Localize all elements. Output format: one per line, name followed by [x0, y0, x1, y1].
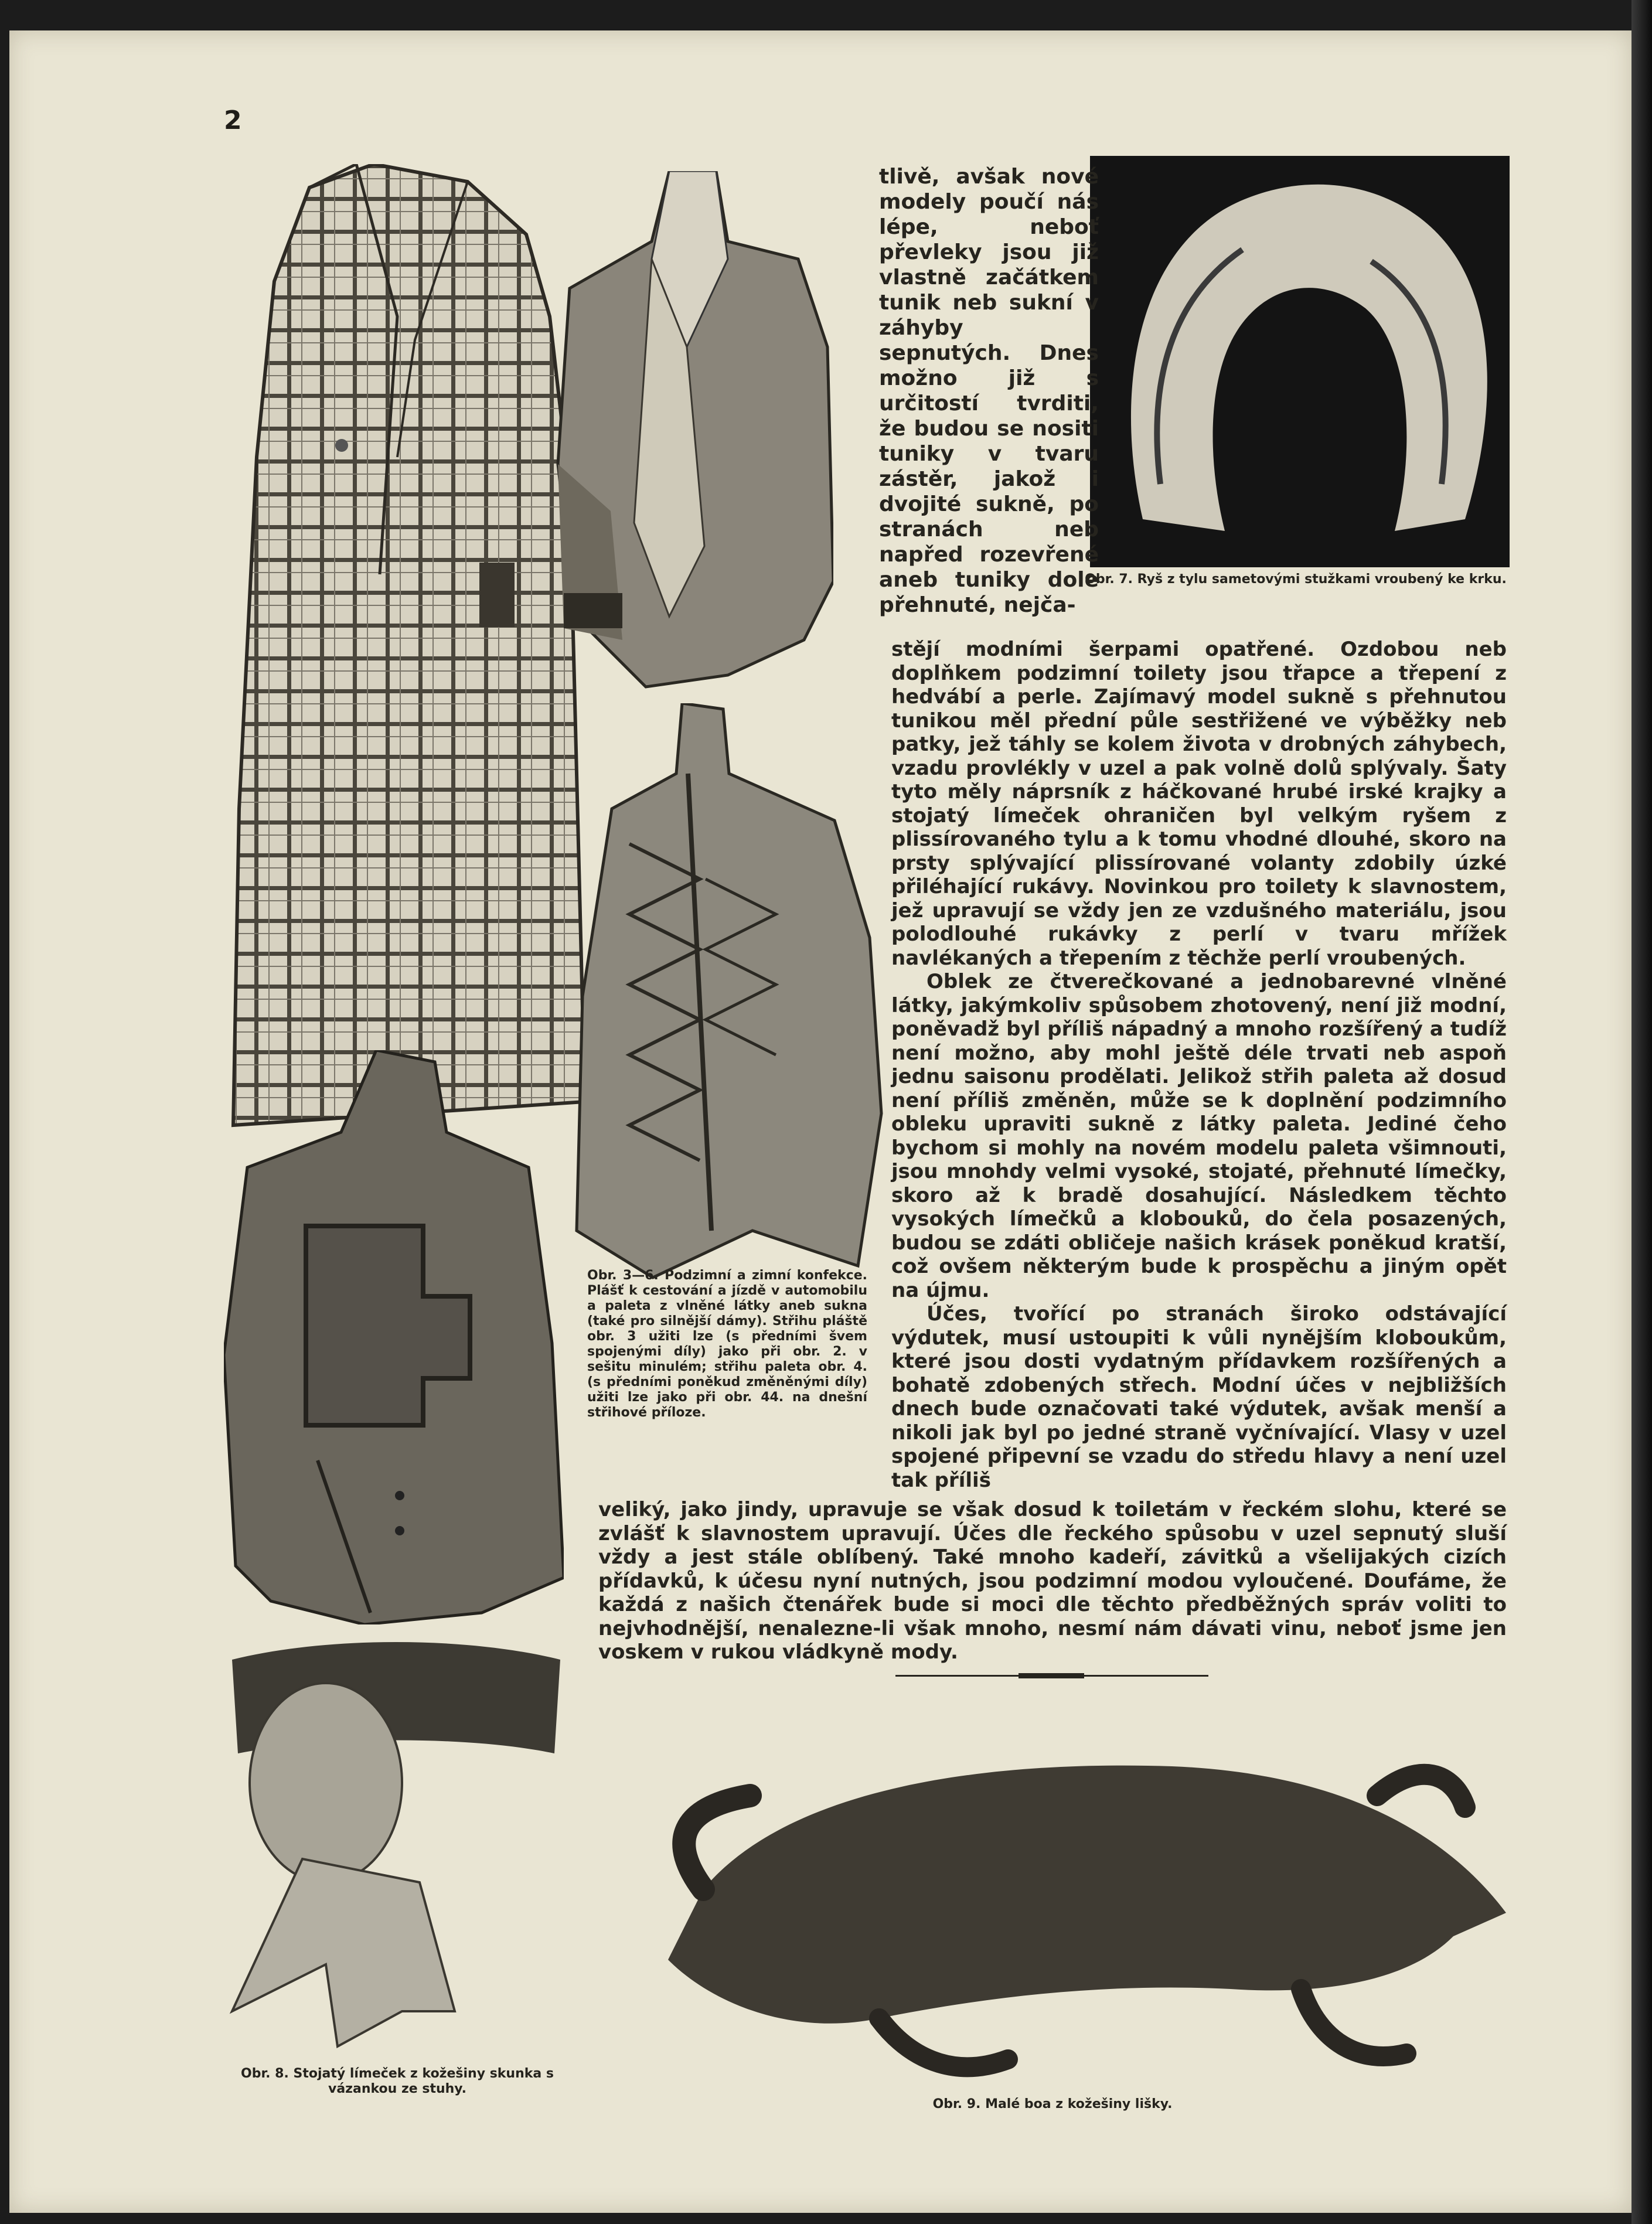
jacket-jabot-illustration	[552, 171, 833, 696]
paragraph-1-continued: stějí modními šerpami opatřené. Ozdobou neb doplňkem podzimní toilety jsou třapce a třepení z hedvábí a perle. Zajímavý model sukně s přehnutou tunikou měl přední půle sestřižené ve výběžky neb patky, jež táhly se kolem života v drobných záhybech, vzadu provlékly v uzel a pak volně dolů splývaly. Šaty tyto měly náprsník z háčkované hrubé irské krajky a stojatý límeček ohraničen byl velkým ryšem z plissírovaného tylu a k tomu vhodné dlouhé, skoro na prsty splývající plissírované volanty zdobily úzké přiléhající rukávy. Novinkou pro toilety k slavnostem, jež upravují se vždy jen ze vzdušného materiálu, jsou polodlouhé rukávky z perlí v tvaru mřížek navlékaných a třepením z těchže perlí vroubených.	[891, 638, 1507, 970]
article-body	[891, 638, 1507, 1492]
fig9-caption: Obr. 9. Malé boa z kožešiny lišky.	[932, 2097, 1173, 2111]
dark-jacket-illustration	[224, 1050, 564, 1624]
paragraph-3-continued: veliký, jako jindy, upravuje se však dosud k toiletám v řeckém slohu, které se zvlášť k slavnostem upravují. Účes dle řeckého spůsobu v uzel sepnutý sluší vždy a jest stále oblíbený. Také mnoho kadeří, závitků a všelijakých cizích přídavků, k účesu nyní nutných, jsou podzimní modou vyloučené. Doufáme, že každá z našich čtenářek bude si moci dle těchto předběžných správ voliti to nejvhodnější, nenalezne-li však mnoho, nesmí nám dávati vinu, neboť jsme jen voskem v rukou vládkyně mody.	[598, 1498, 1507, 1664]
paragraph-3: Účes, tvořící po stranách široko odstávající výdutek, musí ustoupiti k vůli nynějším kloboukům, které jsou dosti vydatným přídavkem rozšířených a bohatě zdobených střech. Modní účes v nejbližších dnech bude označovati také výdutek, avšak menší a nikoli jak byl po jedné straně vyčnívající. Vlasy v uzel spojené připevní se vzadu do středu hlavy a není uzel tak příliš	[891, 1302, 1507, 1492]
fox-boa-illustration	[645, 1714, 1515, 2100]
ruff-photo	[1090, 156, 1510, 567]
plaid-coat-illustration	[222, 164, 597, 1137]
page-number: 2	[224, 105, 242, 135]
fig7-caption: Obr. 7. Ryš z tylu sametovými stužkami vroubený ke krku.	[1085, 572, 1507, 587]
fig8-caption: Obr. 8. Stojatý límeček z kožešiny skunka s vázankou ze stuhy.	[241, 2066, 554, 2097]
section-divider-ornament	[1019, 1673, 1084, 1678]
article-narrow-column: tlivě, avšak nové modely poučí nás lépe, neboť převleky jsou již vlastně začátkem tunik neb sukní v záhyby sepnutých. Dnes možno již s určitostí tvrditi, že budou se nositi tuniky v tvaru zástěr, jakož i dvojité sukně, po stranách neb napřed rozevřené aneb tuniky dole přehnuté, nejča-	[879, 165, 1099, 617]
paragraph-2: Oblek ze čtverečkované a jednobarevné vlněné látky, jakýmkoliv spůsobem zhotovený, není již modní, poněvadž byl příliš nápadný a mnoho rozšířený a tudíž není možno, aby mohl ještě déle trvati neb aspoň jednu saisonu prodělati. Jelikož střih paleta až dosud není příliš změněn, může se k doplnění podzimního obleku upraviti sukně z látky paleta. Jediné čeho bychom si mohly na novém modelu paleta všimnouti, jsou mnohdy velmi vysoké, stojaté, přehnuté límečky, skoro až k bradě dosahující. Následkem těchto vysokých límečků a klobouků, do čela posazených, budou se zdáti obličeje našich krásek poněkud kratší, což ovšem některým bude k prospěchu a jiným opět na újmu.	[891, 970, 1507, 1302]
zigzag-jacket-illustration	[565, 703, 891, 1281]
fig3-6-caption: Obr. 3—6. Podzimní a zimní konfekce. Plášť k cestování a jízdě v automobilu a paleta z vlněné látky aneb sukna (také pro silnější dámy). Střihu pláště obr. 3 užiti lze (s předními švem spojenými díly) jako při obr. 2. v sešitu minulém; střihu paleta obr. 4. (s předními poněkud změněnými díly) užiti lze jako při obr. 44. na dnešní střihové příloze.	[587, 1268, 867, 1420]
magazine-page	[9, 30, 1631, 2213]
fur-collar-illustration	[209, 1636, 584, 2058]
binding-strip	[1631, 0, 1652, 2224]
